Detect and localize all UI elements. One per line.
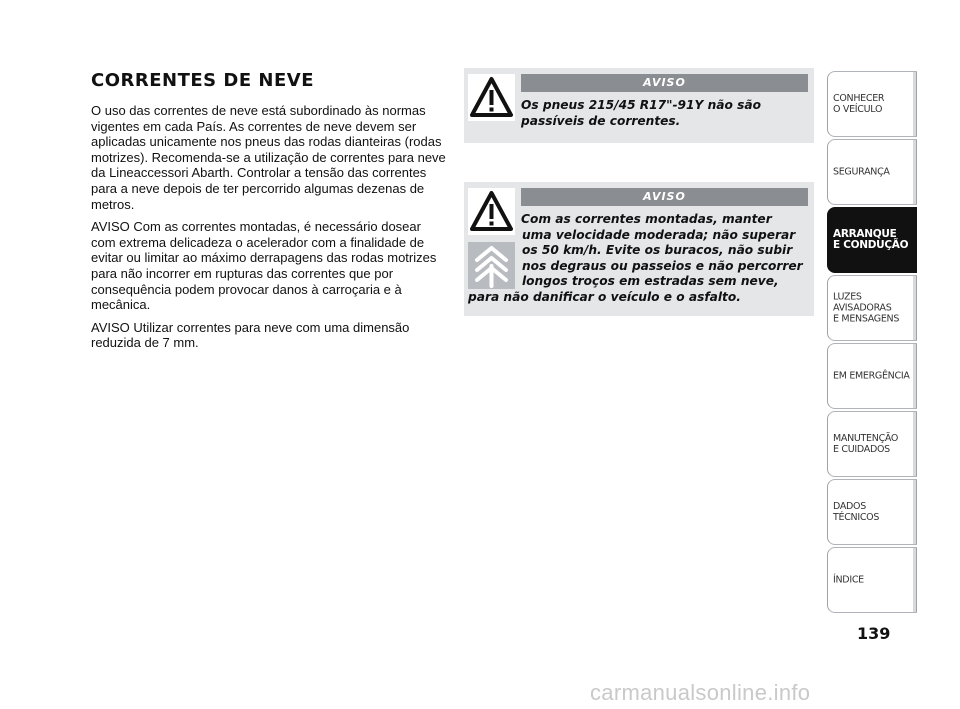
tab-edge: [913, 548, 916, 612]
warning-box-tyres: [464, 68, 814, 143]
nav-tab-label: EM EMERGÊNCIA: [833, 370, 910, 382]
warning-triangle-icon: [468, 188, 515, 235]
nav-tab-manutencao[interactable]: [827, 411, 917, 477]
chapter-nav: [827, 71, 919, 615]
tab-edge: [913, 344, 916, 408]
warning-box-chains: [464, 182, 814, 316]
tab-edge: [913, 412, 916, 476]
paragraph: AVISO Com as correntes montadas, é necessário dosear com extrema delicadeza o acelerador com a finalidade de evitar ou limitar ao máximo derrapagens das rodas motrizes para não incorrer em rupturas das correntes que por consequência podem provocar danos à carroçaria e à mecânica.: [91, 219, 437, 313]
warning-line: Os pneus 215/45 R17"-91Y não são: [521, 98, 761, 112]
warning-text: [468, 212, 808, 305]
warning-triangle-icon: [468, 74, 515, 121]
section-title: CORRENTES DE NEVE: [91, 70, 314, 91]
warning-line: Com as correntes montadas, manter: [521, 212, 772, 226]
paragraph: O uso das correntes de neve está subordinado às normas vigentes em cada País. As correntes de neve devem ser aplicadas unicamente nos pneus das rodas dianteiras (rodas motrizes). Recomenda-se a utilização de correntes para neve da Lineaccessori Abarth. Controlar a tensão das correntes para a neve depois de ter percorrido algumas dezenas de metros.: [91, 103, 446, 212]
warning-line: os 50 km/h. Evite os buracos, não subir: [522, 243, 793, 257]
warning-line: nos degraus ou passeios e não percorrer: [522, 258, 803, 273]
nav-tab-em-emergencia[interactable]: [827, 343, 917, 409]
aviso-label: AVISO: [521, 188, 808, 206]
nav-tab-label: ÍNDICE: [833, 574, 864, 586]
nav-tab-indice[interactable]: [827, 547, 917, 613]
warning-line: longos troços em estradas sem neve,: [522, 274, 779, 288]
nav-tab-label: MANUTENÇÃO E CUIDADOS: [833, 433, 899, 455]
nav-tab-label: DADOS TÉCNICOS: [833, 501, 880, 523]
nav-tab-conhecer-o-veiculo[interactable]: [827, 71, 917, 137]
tab-edge: [913, 480, 916, 544]
watermark: carmanualsonline.info: [590, 680, 811, 705]
nav-tab-label: SEGURANÇA: [833, 166, 890, 178]
tab-edge: [913, 72, 916, 136]
warning-line: passíveis de correntes.: [521, 113, 681, 128]
warning-line: para não danificar o veículo e o asfalto.: [468, 289, 741, 304]
page-number: 139: [857, 624, 891, 643]
nav-tab-seguranca[interactable]: [827, 139, 917, 205]
nav-tab-luzes-avisadoras[interactable]: [827, 275, 917, 341]
body-text: [91, 103, 446, 358]
nav-tab-label: CONHECER O VEÍCULO: [833, 93, 885, 115]
nav-tab-label: ARRANQUE E CONDUÇÃO: [833, 228, 909, 251]
nav-tab-arranque-e-conducao[interactable]: [827, 207, 917, 273]
nav-tab-label: LUZES AVISADORAS E MENSAGENS: [833, 291, 900, 325]
tab-edge: [913, 276, 916, 340]
nav-tab-dados-tecnicos[interactable]: [827, 479, 917, 545]
tab-edge: [913, 140, 916, 204]
warning-text: [521, 98, 806, 129]
aviso-label: AVISO: [521, 74, 808, 92]
warning-line: uma velocidade moderada; não superar: [522, 227, 796, 242]
snow-chain-icon: [468, 242, 515, 289]
paragraph: AVISO Utilizar correntes para neve com uma dimensão reduzida de 7 mm.: [91, 319, 410, 351]
